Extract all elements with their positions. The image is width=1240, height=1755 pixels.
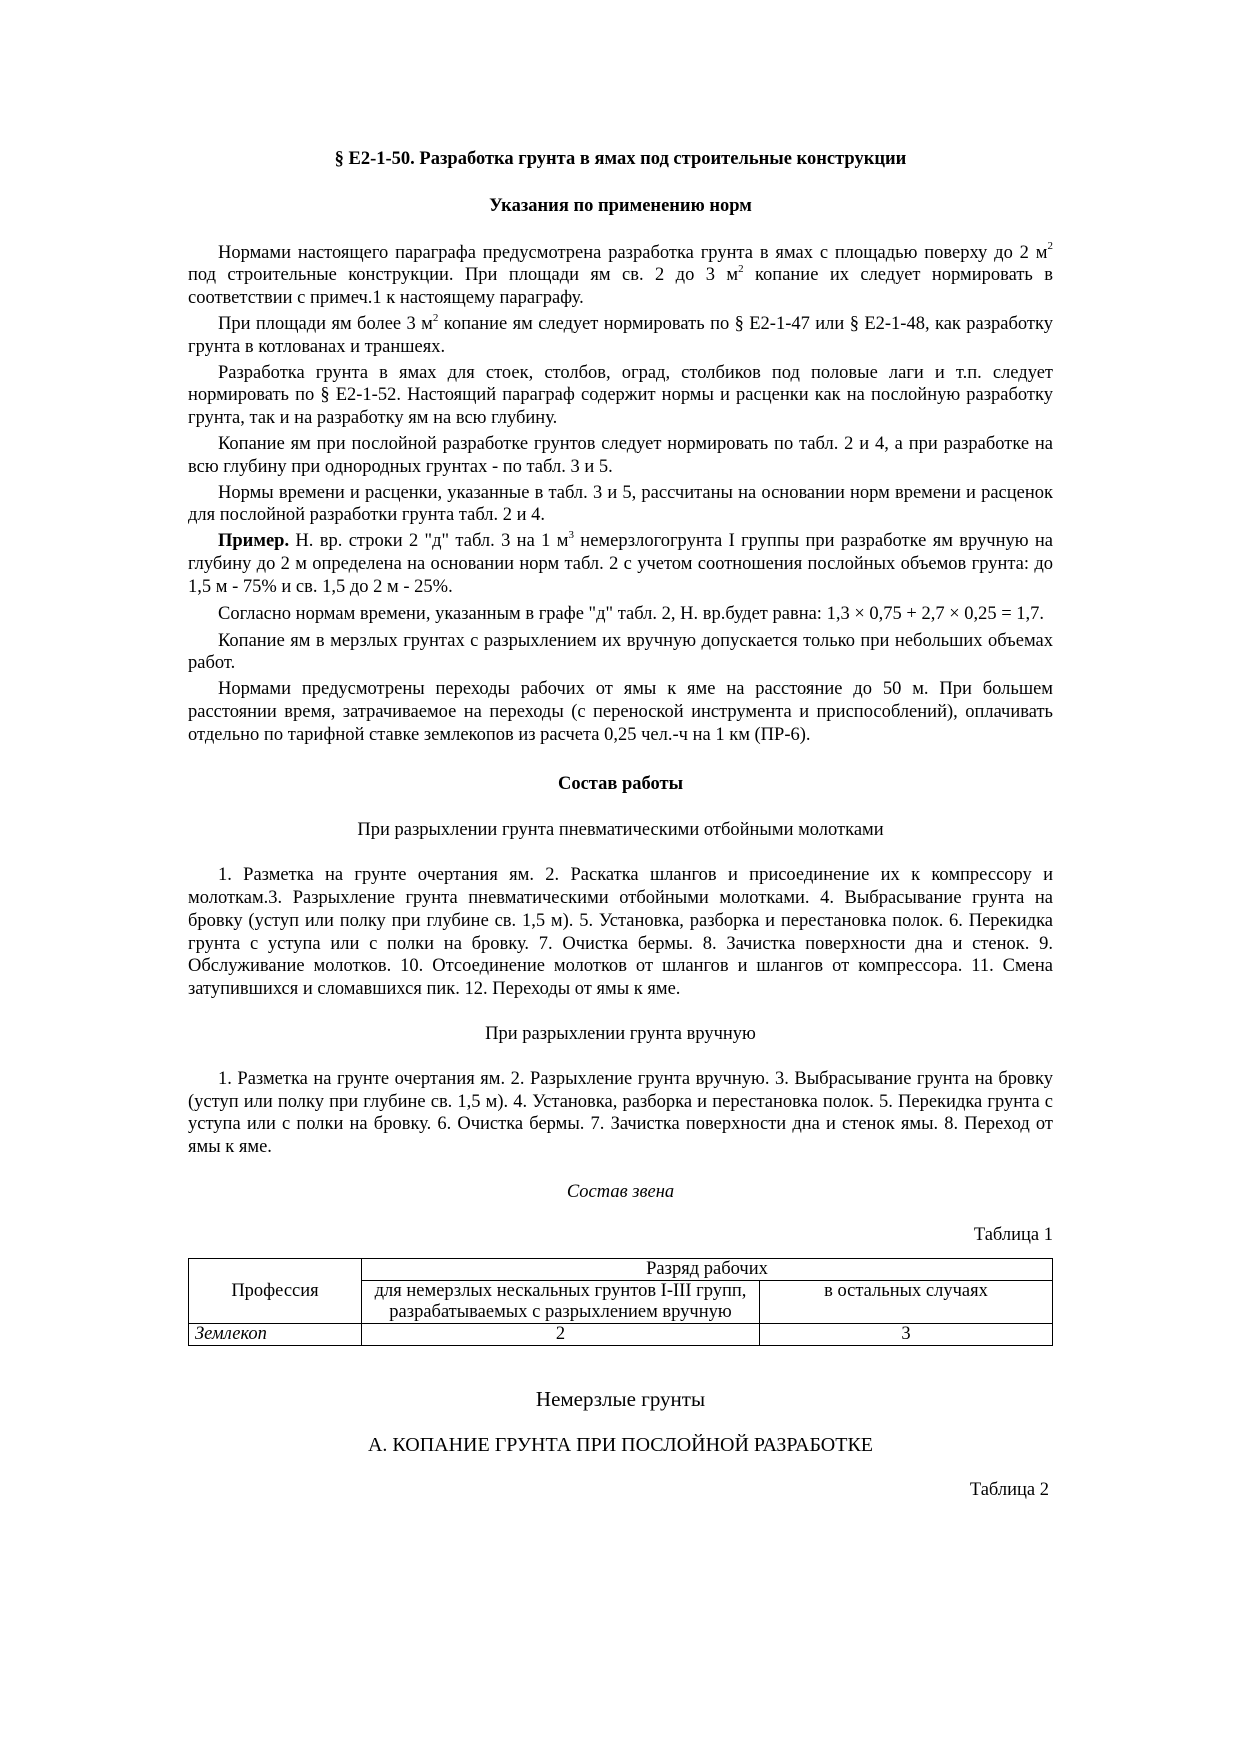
header-profession: Профессия bbox=[189, 1259, 362, 1324]
paragraph-1-part-a: Нормами настоящего параграфа предусмотрена разработка грунта в ямах с площадью поверху до 2 м bbox=[218, 242, 1048, 263]
header-rank-b: в остальных случаях bbox=[760, 1281, 1053, 1324]
section-a-heading: А. КОПАНИЕ ГРУНТА ПРИ ПОСЛОЙНОЙ РАЗРАБОТКЕ bbox=[367, 1434, 874, 1457]
paragraph-9: Нормами предусмотрены переходы рабочих от ямы к яме на расстояние до 50 м. При большем расстоянии время, затрачиваемое на переходы (с переноской инструмента и приспособлений), оплачивать отдельно по тарифной ставке землекопов из расчета 0,25 чел.-ч на 1 км (ПР-6). bbox=[188, 679, 1053, 745]
superscript: 3 bbox=[568, 529, 574, 541]
superscript: 2 bbox=[1047, 240, 1053, 253]
example-part-a: Н. вр. строки 2 "д" табл. 3 на 1 м bbox=[289, 531, 569, 552]
mode-pneumatic-heading: При разрыхлении грунта пневматическими отбойными молотками bbox=[357, 820, 884, 841]
cell-profession: Землекоп bbox=[189, 1324, 362, 1346]
paragraph-3: Разработка грунта в ямах для стоек, столбов, оград, столбиков под половые лаги и т.п. следует нормировать по § Е2-1-52. Настоящий параграф содержит нормы и расценки как на послойную разработку грунта, так и на разработку ям на всю глубину. bbox=[188, 362, 1053, 429]
crew-heading: Состав звена bbox=[566, 1181, 675, 1202]
mode-manual-heading: При разрыхлении грунта вручную bbox=[485, 1023, 756, 1044]
table-1-label: Таблица 1 bbox=[973, 1224, 1053, 1245]
crew-table bbox=[188, 1258, 1053, 1346]
mode-pneumatic-text: 1. Разметка на грунте очертания ям. 2. Раскатка шлангов и присоединение их к компрессору и молоткам.3. Разрыхление грунта пневматическими отбойными молотками. 4. Выбрасывание грунта на бровку (уступ или полку при глубине св. 1,5 м). 5. Установка, разборка и перестановка полок. 6. Перекидка грунта с уступа или с полки на бровку. 7. Очистка бермы. 8. Зачистка поверхности дна и стенок. 9. Обслуживание молотков. 10. Отсоединение молотков от шлангов и шлангов от компрессора. 11. Смена затупившихся и сломавшихся пик. 12. Переходы от ямы к яме. bbox=[188, 865, 1053, 1000]
paragraph-1-part-c: копание их следует нормировать в соответствии с примеч.1 к настоящему параграфу. bbox=[188, 265, 1054, 309]
paragraph-4: Копание ям при послойной разработке грунтов следует нормировать по табл. 2 и 4, а при разработке на всю глубину при однородных грунтах - по табл. 3 и 5. bbox=[188, 433, 1053, 477]
paragraph-7: Согласно нормам времени, указанным в графе "д" табл. 2, Н. вр.будет равна: 1,3 × 0,75 + 2,7 × 0,25 = 1,7. bbox=[218, 603, 1045, 624]
paragraph-2-part-a: При площади ям более 3 м bbox=[218, 313, 433, 334]
paragraph-8: Копание ям в мерзлых грунтах с разрыхлением их вручную допускается только при небольших объемах работ. bbox=[188, 630, 1053, 674]
example-part-b: немерзлогогрунта I группы при разработке ям вручную на глубину до 2 м определена на основании норм табл. 2 с учетом соотношения послойных объемов грунта: до 1,5 м - 75% и св. 1,5 до 2 м - 25%. bbox=[188, 531, 1054, 597]
table-2-label: Таблица 2 bbox=[969, 1480, 1049, 1501]
superscript: 2 bbox=[432, 311, 439, 324]
paragraph-1-part-b: под строительные конструкции. При площади ям св. 2 до 3 м bbox=[188, 265, 739, 286]
cell-rank-a: 2 bbox=[362, 1324, 760, 1346]
paragraph-2 bbox=[188, 313, 1053, 359]
soil-heading: Немерзлые грунты bbox=[535, 1387, 706, 1412]
header-rank-a: для немерзлых нескальных грунтов I-III групп, разрабатываемых с разрыхлением вручную bbox=[362, 1281, 760, 1324]
paragraph-5: Нормы времени и расценки, указанные в табл. 3 и 5, рассчитаны на основании норм времени и расценок для послойной разработки грунта табл. 2 и 4. bbox=[188, 482, 1053, 526]
table-row bbox=[189, 1324, 1053, 1346]
table-header-row bbox=[189, 1259, 1053, 1281]
page-title: § Е2-1-50. Разработка грунта в ямах под строительные конструкции bbox=[334, 149, 907, 169]
document-page bbox=[188, 148, 1053, 1502]
work-composition-heading: Состав работы bbox=[557, 773, 684, 794]
paragraph-example bbox=[188, 530, 1053, 598]
paragraph-1 bbox=[188, 242, 1053, 310]
header-rank: Разряд рабочих bbox=[362, 1259, 1053, 1281]
example-label: Пример. bbox=[218, 531, 290, 552]
mode-manual-text: 1. Разметка на грунте очертания ям. 2. Разрыхление грунта вручную. 3. Выбрасывание грунта на бровку (уступ или полку при глубине св. 1,5 м). 4. Установка, разборка и перестановка полок. 5. Перекидка грунта с уступа или с полки на бровку. 6. Очистка бермы. 7. Зачистка поверхности дна и стенок ямы. 8. Переход от ямы к яме. bbox=[188, 1068, 1053, 1158]
paragraph-2-part-b: копание ям следует нормировать по § Е2-1-47 или § Е2-1-48, как разработку грунта в котлованах и траншеях. bbox=[188, 313, 1053, 357]
superscript: 2 bbox=[738, 263, 744, 276]
instructions-heading: Указания по применению норм bbox=[489, 195, 752, 216]
cell-rank-b: 3 bbox=[760, 1324, 1053, 1346]
